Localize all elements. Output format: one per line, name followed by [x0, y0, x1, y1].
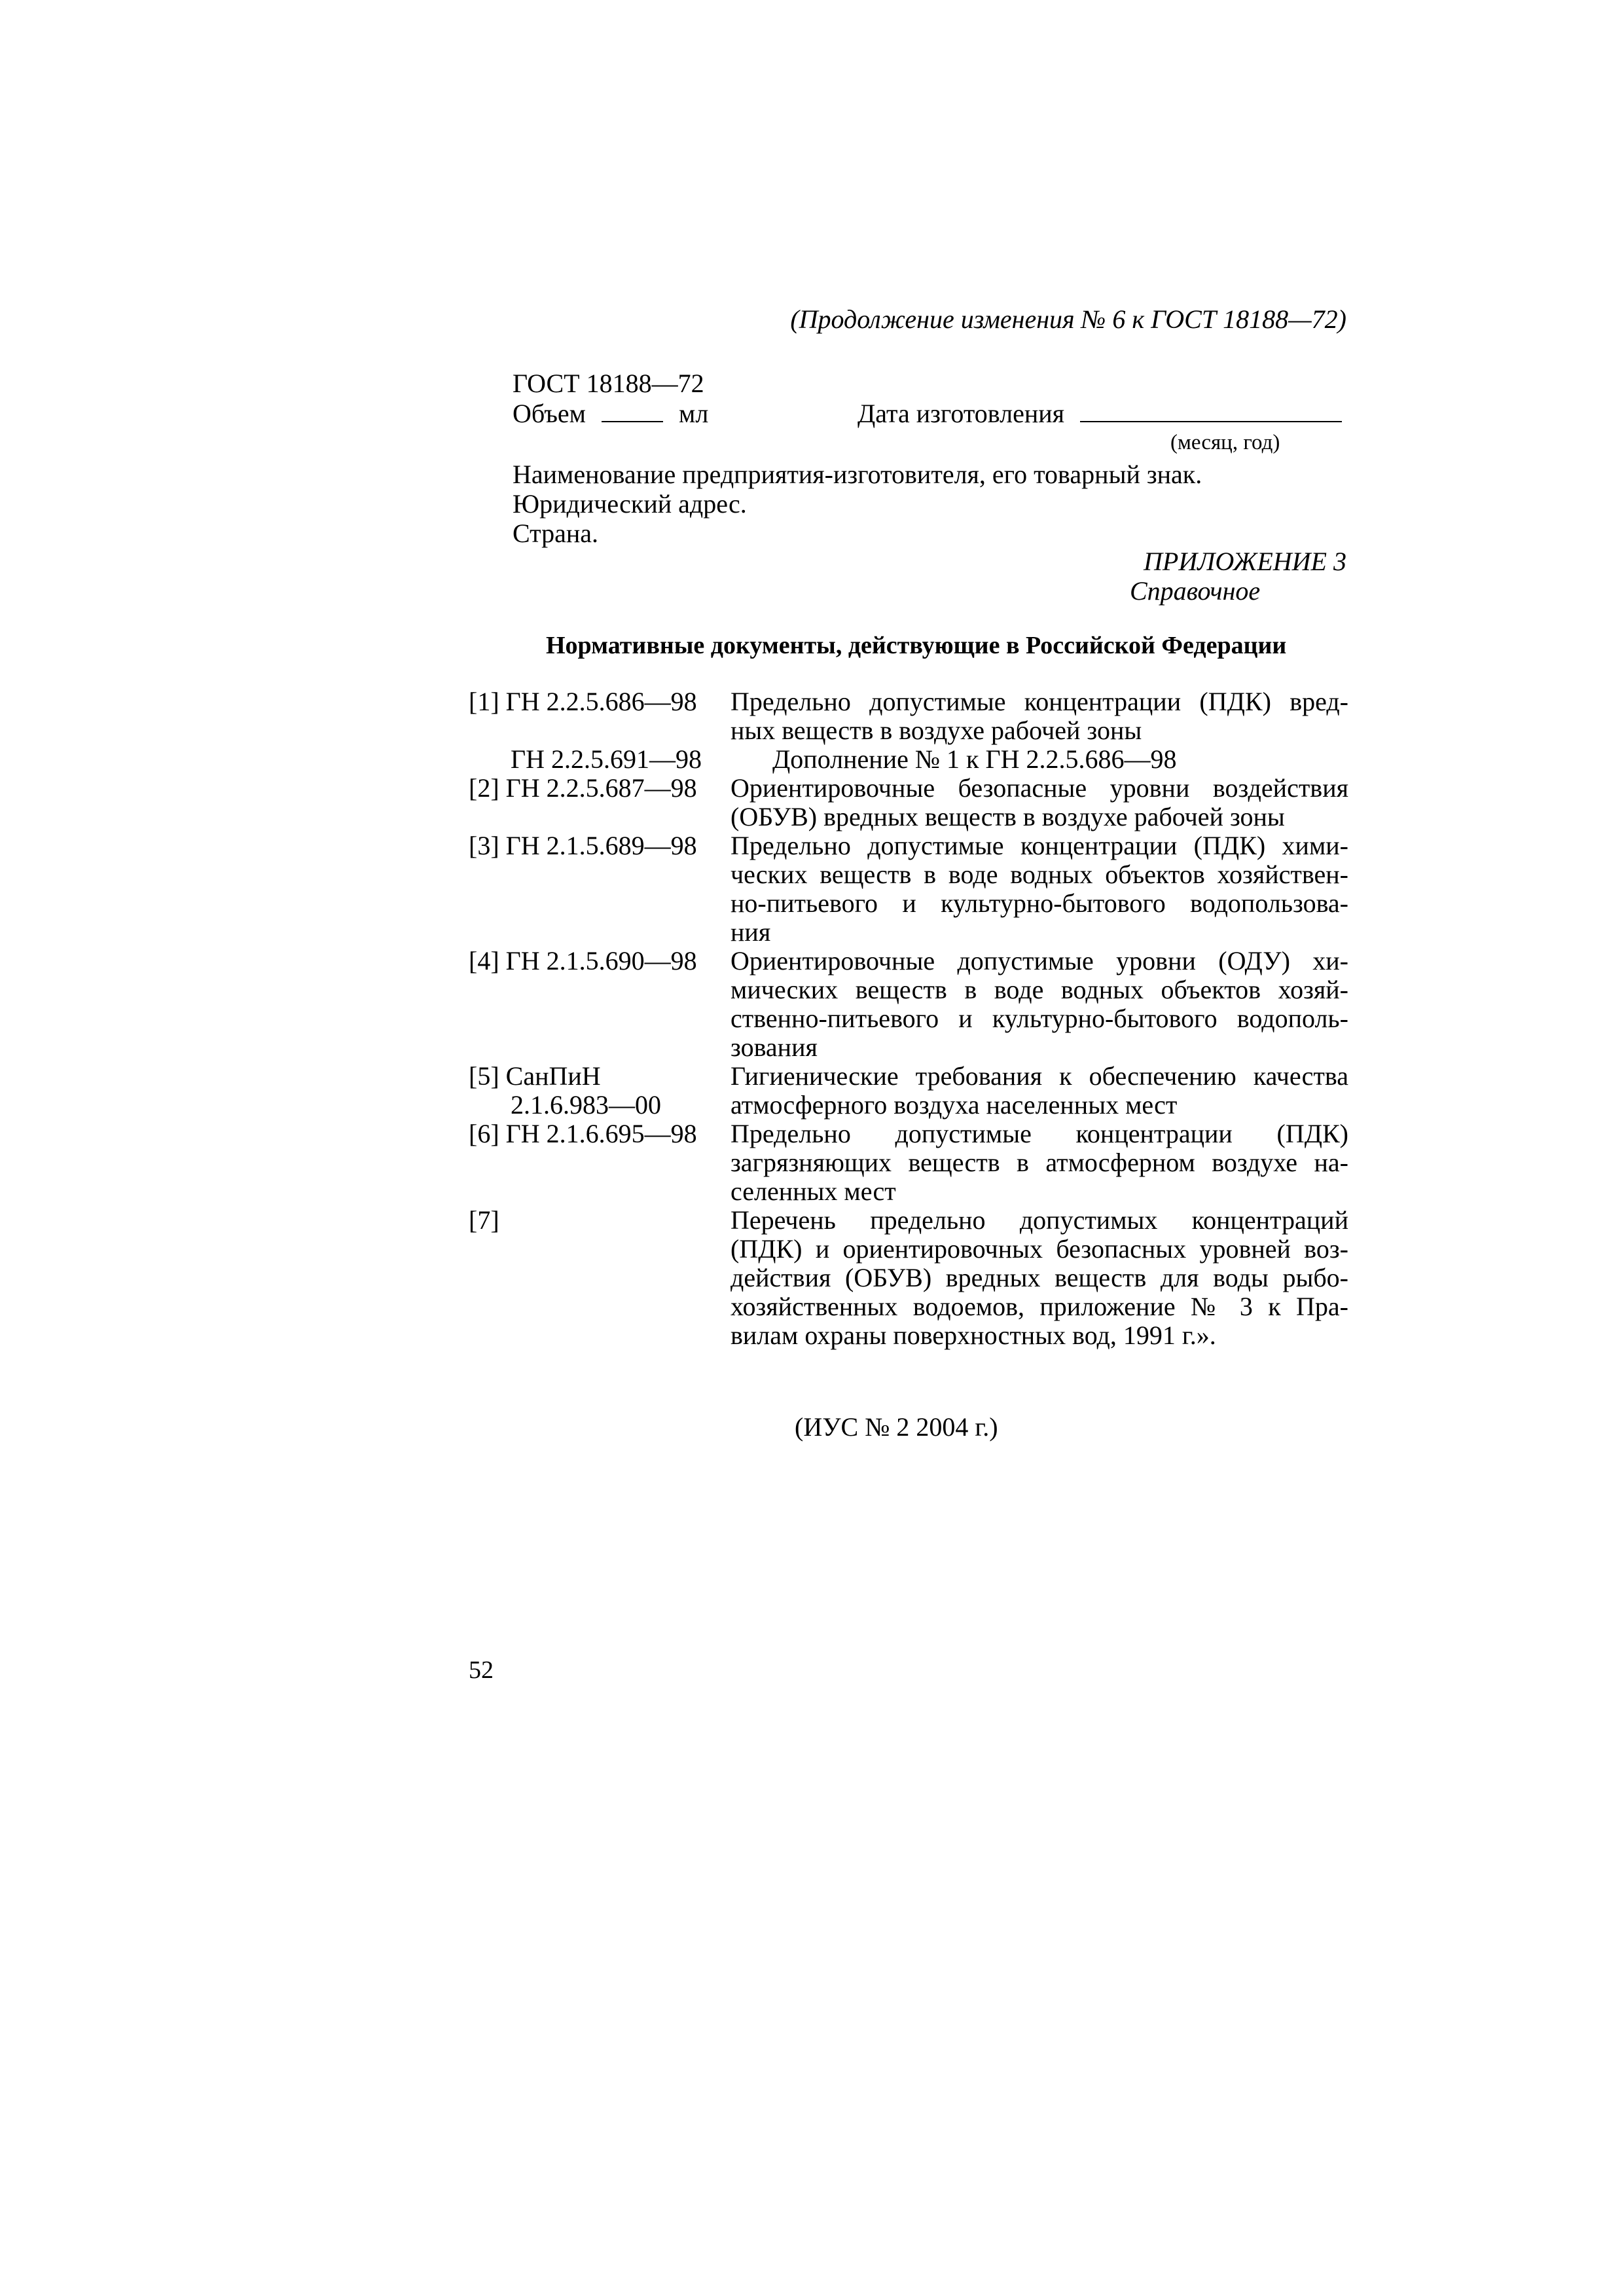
reference-id-line: [3] ГН 2.1.5.689—98 [469, 831, 697, 860]
reference-row [469, 831, 1348, 947]
reference-description-line: мических веществ в воде водных объектов хозяй- [731, 975, 1348, 1004]
date-label: Дата изготовления [857, 399, 1065, 428]
legal-address-line: Юридический адрес. [513, 489, 747, 519]
volume-label: Объем [513, 399, 586, 428]
reference-description [731, 1062, 1348, 1120]
reference-row [469, 1120, 1348, 1206]
reference-description [731, 687, 1348, 745]
reference-id [469, 947, 731, 1062]
date-row [857, 401, 1342, 427]
reference-id [469, 1120, 731, 1206]
source-note: (ИУС № 2 2004 г.) [795, 1412, 998, 1442]
reference-description [731, 831, 1348, 947]
section-title: Нормативные документы, действующие в Российской Федерации [546, 632, 1287, 659]
reference-id-line: [1] ГН 2.2.5.686—98 [469, 687, 697, 716]
reference-row [469, 745, 1348, 774]
reference-description [731, 1120, 1348, 1206]
reference-row [469, 1062, 1348, 1120]
reference-description [772, 745, 1390, 774]
reference-description-line: Предельно допустимые концентрации (ПДК) вред- [731, 687, 1348, 716]
reference-description-line: ния [731, 917, 771, 947]
reference-description-line: Предельно допустимые концентрации (ПДК) хими- [731, 831, 1348, 860]
continuation-header: (Продолжение изменения № 6 к ГОСТ 18188—72) [790, 304, 1346, 334]
reference-description-line: но-питьевого и культурно-бытового водопользова- [731, 888, 1348, 918]
reference-description-line: ственно-питьевого и культурно-бытового водополь- [731, 1004, 1348, 1033]
reference-list [469, 687, 1348, 1350]
reference-description-line: Гигиенические требования к обеспечению качества [731, 1061, 1348, 1091]
reference-description-line: (ПДК) и ориентировочных безопасных уровней воз- [731, 1234, 1348, 1264]
reference-description [731, 774, 1348, 831]
reference-description-line: атмосферного воздуха населенных мест [731, 1090, 1178, 1120]
reference-id-line: [2] ГН 2.2.5.687—98 [469, 773, 697, 803]
reference-description-line: Ориентировочные допустимые уровни (ОДУ) хи- [731, 946, 1348, 975]
page-number: 52 [469, 1656, 494, 1684]
country-line: Страна. [513, 519, 599, 548]
reference-row [469, 947, 1348, 1062]
reference-id [469, 745, 772, 774]
standard-code: ГОСТ 18188—72 [513, 369, 704, 398]
date-hint: (месяц, год) [1170, 431, 1280, 454]
reference-id [469, 1062, 731, 1120]
reference-id-line: [5] СанПиН [469, 1061, 601, 1091]
reference-description-line: хозяйственных водоемов, приложение № 3 к Пра- [731, 1292, 1348, 1321]
reference-description-line: зования [731, 1032, 818, 1062]
date-blank [1080, 421, 1342, 422]
reference-description [731, 1206, 1348, 1350]
reference-description-line: Дополнение № 1 к ГН 2.2.5.686—98 [772, 744, 1177, 774]
reference-description-line: Предельно допустимые концентрации (ПДК) [731, 1119, 1348, 1148]
reference-id-line: [7] [469, 1205, 499, 1235]
reference-description-line: Перечень предельно допустимых концентраций [731, 1205, 1348, 1235]
reference-row [469, 687, 1348, 745]
reference-description [731, 947, 1348, 1062]
reference-id-line: [4] ГН 2.1.5.690—98 [469, 946, 697, 975]
reference-description-line: селенных мест [731, 1176, 896, 1206]
reference-description-line: загрязняющих веществ в атмосферном воздухе на- [731, 1148, 1348, 1177]
manufacturer-line: Наименование предприятия-изготовителя, его товарный знак. [513, 460, 1202, 489]
reference-description-line: действия (ОБУВ) вредных веществ для воды рыбо- [731, 1263, 1348, 1292]
reference-id-line: ГН 2.2.5.691—98 [511, 744, 702, 774]
volume-unit: мл [679, 399, 709, 428]
reference-id-line: [6] ГН 2.1.6.695—98 [469, 1119, 697, 1148]
reference-row [469, 1206, 1348, 1350]
reference-row [469, 774, 1348, 831]
appendix-subtitle: Справочное [1130, 576, 1261, 606]
reference-description-line: вилам охраны поверхностных вод, 1991 г.». [731, 1321, 1216, 1350]
reference-description-line: ных веществ в воздухе рабочей зоны [731, 716, 1142, 745]
appendix-title: ПРИЛОЖЕНИЕ 3 [1144, 547, 1346, 576]
reference-id [469, 687, 731, 745]
reference-description-line: ческих веществ в воде водных объектов хозяйствен- [731, 860, 1348, 889]
reference-description-line: (ОБУВ) вредных веществ в воздухе рабочей зоны [731, 802, 1285, 831]
volume-blank [602, 421, 663, 422]
reference-id-line: 2.1.6.983—00 [511, 1090, 661, 1120]
reference-id [469, 831, 731, 947]
reference-description-line: Ориентировочные безопасные уровни воздействия [731, 773, 1348, 803]
reference-id [469, 1206, 731, 1350]
volume-row [513, 401, 708, 427]
reference-id [469, 774, 731, 831]
